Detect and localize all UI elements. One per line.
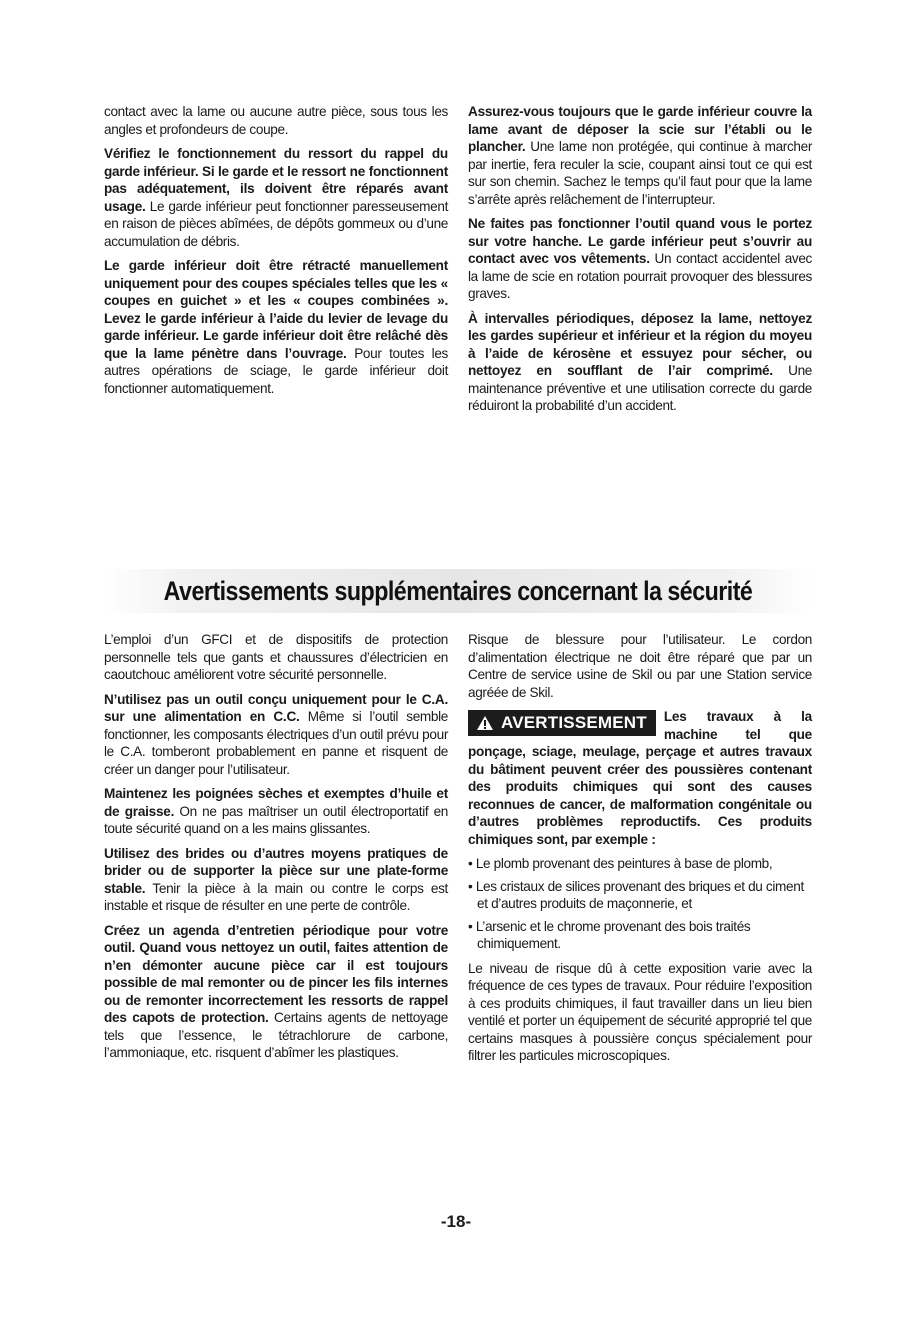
bold-instruction: Créez un agenda d’entretien périodique pour votre outil. Quand vous nettoyez un outil, faites attention de n’en démonter aucune pièce car il est toujours possible de mal remonter ou de pincer les fils internes ou de remonter incorrectement les ressorts de rappel des capots de protection. — [104, 922, 448, 1025]
list-item: • Le plomb provenant des peintures à base de plomb, — [468, 856, 773, 871]
warning-paragraph — [468, 708, 812, 848]
paragraph: Ne faites pas fonctionner l’outil quand vous le portez sur votre hanche. Le garde inférieur peut s’ouvrir au contact avec vos vêtements. Un contact accidentel avec la lame de scie en rotation pourrait provoquer des blessures graves. — [468, 216, 813, 301]
paragraph: Assurez-vous toujours que le garde inférieur couvre la lame avant de déposer la scie sur l’établi ou le plancher. Une lame non protégée, qui continue à marcher par inertie, fera reculer la scie, coupant ainsi tout ce qui est sur son chemin. Sachez le temps qu’il faut pour que la lame s’arrête après relâchement de l’interrupteur. — [468, 104, 812, 207]
paragraph: À intervalles périodiques, déposez la lame, nettoyez les gardes supérieur et inférieur et la région du moyeu à l’aide de kérosène et essuyez pour sécher, ou nettoyez en soufflant de l’air comprimé. Une maintenance préventive et une utilisation correcte du garde réduiront la probabilité d’un accident. — [468, 310, 812, 413]
warning-triangle-icon — [476, 715, 494, 731]
bold-instruction: N’utilisez pas un outil conçu uniquement pour le C.A. sur une alimentation en C.C. — [104, 691, 448, 724]
bullet-list — [468, 855, 812, 953]
paragraph: Le garde inférieur doit être rétracté manuellement uniquement pour des coupes spéciales telles que les « coupes en guichet » et les « coupes combinées ». Levez le garde inférieur à l’aide du levier de levage du garde inférieur. Le garde inférieur doit être relâché dès que la lame pénètre dans l’ouvrage. Pour toutes les autres opérations de sciage, le garde inférieur doit fonctionner automatiquement. — [104, 258, 448, 396]
warning-badge — [468, 710, 656, 736]
warning-text: Les travaux à la machine tel que ponçage, sciage, meulage, perçage et autres travaux du bâtiment peuvent créer des poussières contenant des produits chimiques qui sont des causes reconnues de cancer, de malformation congénitale ou d’autres problèmes reproductifs. Ces produits chimiques sont, par exemple : — [468, 709, 812, 847]
paragraph: N’utilisez pas un outil conçu uniquement pour le C.A. sur une alimentation en C.C. Même si l’outil semble fonctionner, les composants électriques d’un outil prévu pour le C.A. tomberont probablement en panne et risquent de créer un danger pour l’utilisateur. — [104, 691, 448, 777]
bold-instruction: Vérifiez le fonctionnement du ressort du rappel du garde inférieur. Si le garde et le ressort ne fonctionnent pas adéquatement, ils doivent être réparés avant usage. — [104, 146, 448, 214]
warning-label: AVERTISSEMENT — [501, 713, 647, 732]
bold-instruction: Le garde inférieur doit être rétracté manuellement uniquement pour des coupes spéciales telles que les « coupes en guichet » et les « coupes combinées ». Levez le garde inférieur à l’aide du levier de levage du garde inférieur. Le garde inférieur doit être relâché dès que la lame pénètre dans l’ouvrage. — [104, 258, 448, 361]
paragraph: Vérifiez le fonctionnement du ressort du rappel du garde inférieur. Si le garde et le ressort ne fonctionnent pas adéquatement, ils doivent être réparés avant usage. Le garde inférieur peut fonctionner paresseusement en raison de pièces abîmées, de dépôts gommeux ou d’une accumulation de débris. — [104, 146, 448, 249]
top-right-column — [468, 103, 812, 422]
bottom-left-column — [104, 631, 448, 1069]
paragraph: Maintenez les poignées sèches et exemptes d’huile et de graisse. On ne pas maîtriser un outil électroportatif en toute sécurité quand on a les mains glissantes. — [104, 786, 448, 836]
bold-instruction: Ne faites pas fonctionner l’outil quand vous le portez sur votre hanche. Le garde inférieur peut s’ouvrir au contact avec vos vêtements. — [468, 216, 812, 266]
top-left-column — [104, 103, 448, 404]
paragraph: Créez un agenda d’entretien périodique pour votre outil. Quand vous nettoyez un outil, faites attention de n’en démonter aucune pièce car il est toujours possible de mal remonter ou de pincer les fils internes ou de remonter incorrectement les ressorts de rappel des capots de protection. Certains agents de nettoyage tels que l’essence, le tétrachlorure de carbone, l’ammoniaque, etc. risquent d’abîmer les plastiques. — [104, 922, 448, 1060]
list-item: • Les cristaux de silices provenant des briques et du ciment et d’autres produits de maçonnerie, et — [468, 878, 804, 911]
bold-instruction: Assurez-vous toujours que le garde inférieur couvre la lame avant de déposer la scie sur l’établi ou le plancher. — [468, 104, 812, 154]
section-title: Avertissements supplémentaires concernant la sécurité — [163, 576, 753, 606]
bold-instruction: Maintenez les poignées sèches et exemptes d’huile et de graisse. — [104, 786, 448, 819]
list-item: • L’arsenic et le chrome provenant des bois traités chimiquement. — [468, 918, 751, 951]
bold-instruction: À intervalles périodiques, déposez la lame, nettoyez les gardes supérieur et inférieur et la région du moyeu à l’aide de kérosène et essuyez pour sécher, ou nettoyez en soufflant de l’air comprimé. — [468, 310, 812, 378]
paragraph: Utilisez des brides ou d’autres moyens pratiques de brider ou de supporter la pièce sur une plate-forme stable. Tenir la pièce à la main ou contre le corps est instable et risque de résulter en une perte de contrôle. — [104, 845, 448, 913]
paragraph: Risque de blessure pour l’utilisateur. Le cordon d’alimentation électrique ne doit être réparé que par un Centre de service usine de Skil ou par une Station service agréée de Skil. — [468, 632, 812, 700]
bold-instruction: Utilisez des brides ou d’autres moyens pratiques de brider ou de supporter la pièce sur une plate-forme stable. — [104, 845, 448, 896]
bottom-right-column — [468, 631, 812, 1072]
page-number: -18- — [440, 1212, 472, 1231]
paragraph: contact avec la lame ou aucune autre pièce, sous tous les angles et profondeurs de coupe. — [104, 104, 448, 137]
paragraph: L’emploi d’un GFCI et de dispositifs de protection personnelle tels que gants et chaussures d’électricien en caoutchouc améliorent votre sécurité personnelle. — [104, 632, 448, 682]
paragraph: Le niveau de risque dû à cette exposition varie avec la fréquence de ces types de travaux. Pour réduire l’exposition à ces produits chimiques, il faut travailler dans un lieu bien ventilé et porter un équipement de sécurité approprié tel que certains masques à poussière conçus spécialement pour filtrer les particules microscopiques. — [468, 960, 812, 1063]
